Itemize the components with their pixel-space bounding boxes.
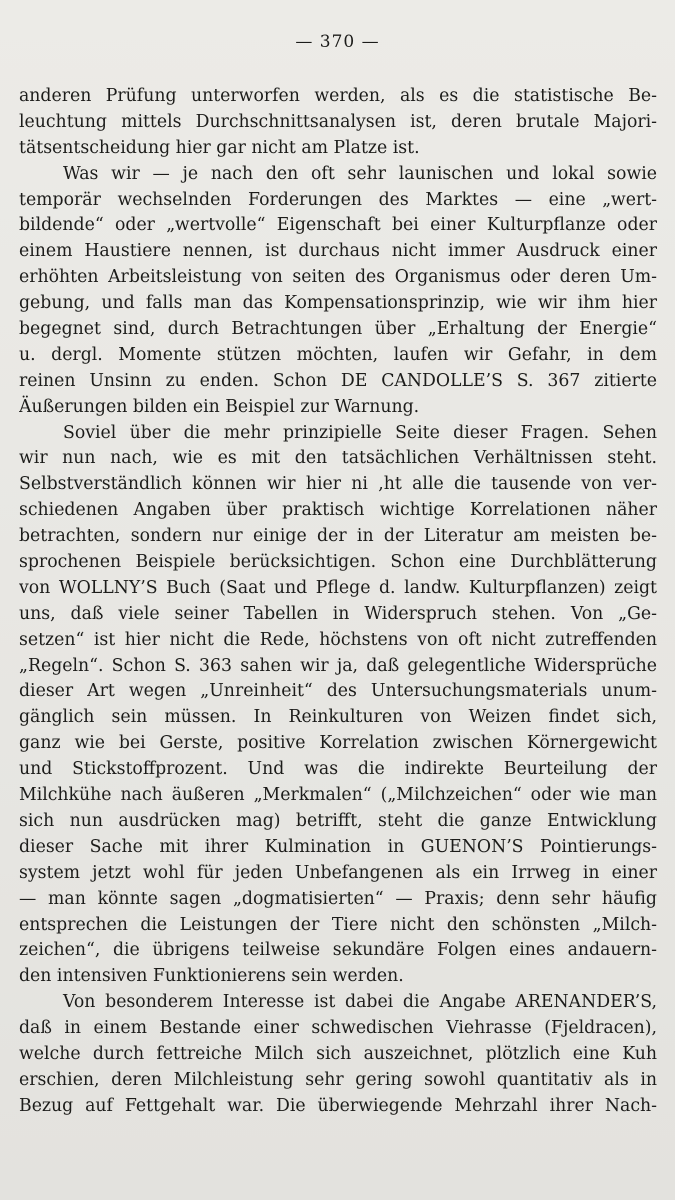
text-line: erhöhten Arbeitsleistung von seiten des Organismus oder deren Um- bbox=[19, 267, 657, 288]
page-number: — 370 — bbox=[295, 32, 380, 52]
text-line: anderen Prüfung unterworfen werden, als es die statistische Be- bbox=[19, 86, 657, 106]
text-line: erschien, deren Milchleistung sehr gering sowohl quantitativ als in bbox=[19, 1069, 657, 1090]
text-line: Äußerungen bilden ein Beispiel zur Warnung. bbox=[19, 396, 420, 417]
text-line: reinen Unsinn zu enden. Schon DE CANDOLLE’S S. 367 zitierte bbox=[19, 370, 657, 391]
text-line: — man könnte sagen „dogmatisierten“ — Praxis; denn sehr häufig bbox=[19, 888, 657, 909]
text-line: sprochenen Beispiele berücksichtigen. Schon eine Durchblätterung bbox=[19, 552, 657, 573]
text-line: u. dergl. Momente stützen möchten, laufen wir Gefahr, in dem bbox=[19, 344, 657, 365]
text-line: dieser Sache mit ihrer Kulmination in GUENON’S Pointierungs- bbox=[19, 836, 657, 857]
text-line: gebung, und falls man das Kompensationsprinzip, wie wir ihm hier bbox=[19, 293, 657, 314]
text-line: setzen“ ist hier nicht die Rede, höchstens von oft nicht zutreffenden bbox=[19, 629, 657, 650]
text-line: von WOLLNY’S Buch (Saat und Pflege d. landw. Kulturpflanzen) zeigt bbox=[19, 577, 657, 598]
text-line: schiedenen Angaben über praktisch wichtige Korrelationen näher bbox=[19, 500, 657, 521]
text-line: welche durch fettreiche Milch sich auszeichnet, plötzlich eine Kuh bbox=[19, 1043, 657, 1064]
text-line: und Stickstoffprozent. Und was die indirekte Beurteilung der bbox=[19, 759, 657, 780]
text-line: sich nun ausdrücken mag) betrifft, steht die ganze Entwicklung bbox=[19, 810, 657, 831]
text-line: Was wir — je nach den oft sehr launischen und lokal sowie bbox=[63, 163, 657, 184]
text-line: Soviel über die mehr prinzipielle Seite dieser Fragen. Sehen bbox=[63, 422, 657, 443]
text-line: system jetzt wohl für jeden Unbefangenen als ein Irrweg in einer bbox=[19, 862, 657, 883]
text-line: „Regeln“. Schon S. 363 sahen wir ja, daß gelegentliche Widersprüche bbox=[19, 655, 657, 676]
text-line: daß in einem Bestande einer schwedischen Viehrasse (Fjeldracen), bbox=[19, 1018, 657, 1039]
text-line: temporär wechselnden Forderungen des Marktes — eine „wert- bbox=[19, 189, 657, 210]
text-line: entsprechen die Leistungen der Tiere nicht den schönsten „Milch- bbox=[19, 914, 657, 935]
text-line: Milchkühe nach äußeren „Merkmalen“ („Milchzeichen“ oder wie man bbox=[19, 785, 657, 806]
text-line: betrachten, sondern nur einige der in der Literatur am meisten be- bbox=[19, 526, 657, 547]
text-line: begegnet sind, durch Betrachtungen über „Erhaltung der Energie“ bbox=[19, 319, 657, 340]
text-line: einem Haustiere nennen, ist durchaus nicht immer Ausdruck einer bbox=[19, 241, 657, 262]
text-line: Bezug auf Fettgehalt war. Die überwiegende Mehrzahl ihrer Nach- bbox=[19, 1095, 657, 1116]
text-line: bildende“ oder „wertvolle“ Eigenschaft bei einer Kulturpflanze oder bbox=[19, 215, 657, 236]
text-line: tätsentscheidung hier gar nicht am Platze ist. bbox=[19, 137, 420, 158]
text-line: ganz wie bei Gerste, positive Korrelation zwischen Körnergewicht bbox=[19, 733, 657, 754]
text-line: uns, daß viele seiner Tabellen in Widerspruch stehen. Von „Ge- bbox=[19, 603, 657, 624]
text-line: leuchtung mittels Durchschnittsanalysen ist, deren brutale Majori- bbox=[19, 111, 657, 132]
text-line: Von besonderem Interesse ist dabei die Angabe ARENANDER’S, bbox=[63, 992, 657, 1013]
text-line: zeichen“, die übrigens teilweise sekundäre Folgen eines andauern- bbox=[19, 940, 657, 961]
text-line: gänglich sein müssen. In Reinkulturen von Weizen findet sich, bbox=[19, 707, 657, 728]
text-line: wir nun nach, wie es mit den tatsächlichen Verhältnissen steht. bbox=[19, 448, 657, 469]
text-line: dieser Art wegen „Unreinheit“ des Untersuchungsmaterials unum- bbox=[19, 681, 657, 702]
text-line: den intensiven Funktionierens sein werden. bbox=[19, 966, 404, 987]
text-line: Selbstverständlich können wir hier ni ,ht alle die tausende von ver- bbox=[19, 474, 657, 495]
body-text bbox=[19, 84, 657, 1120]
